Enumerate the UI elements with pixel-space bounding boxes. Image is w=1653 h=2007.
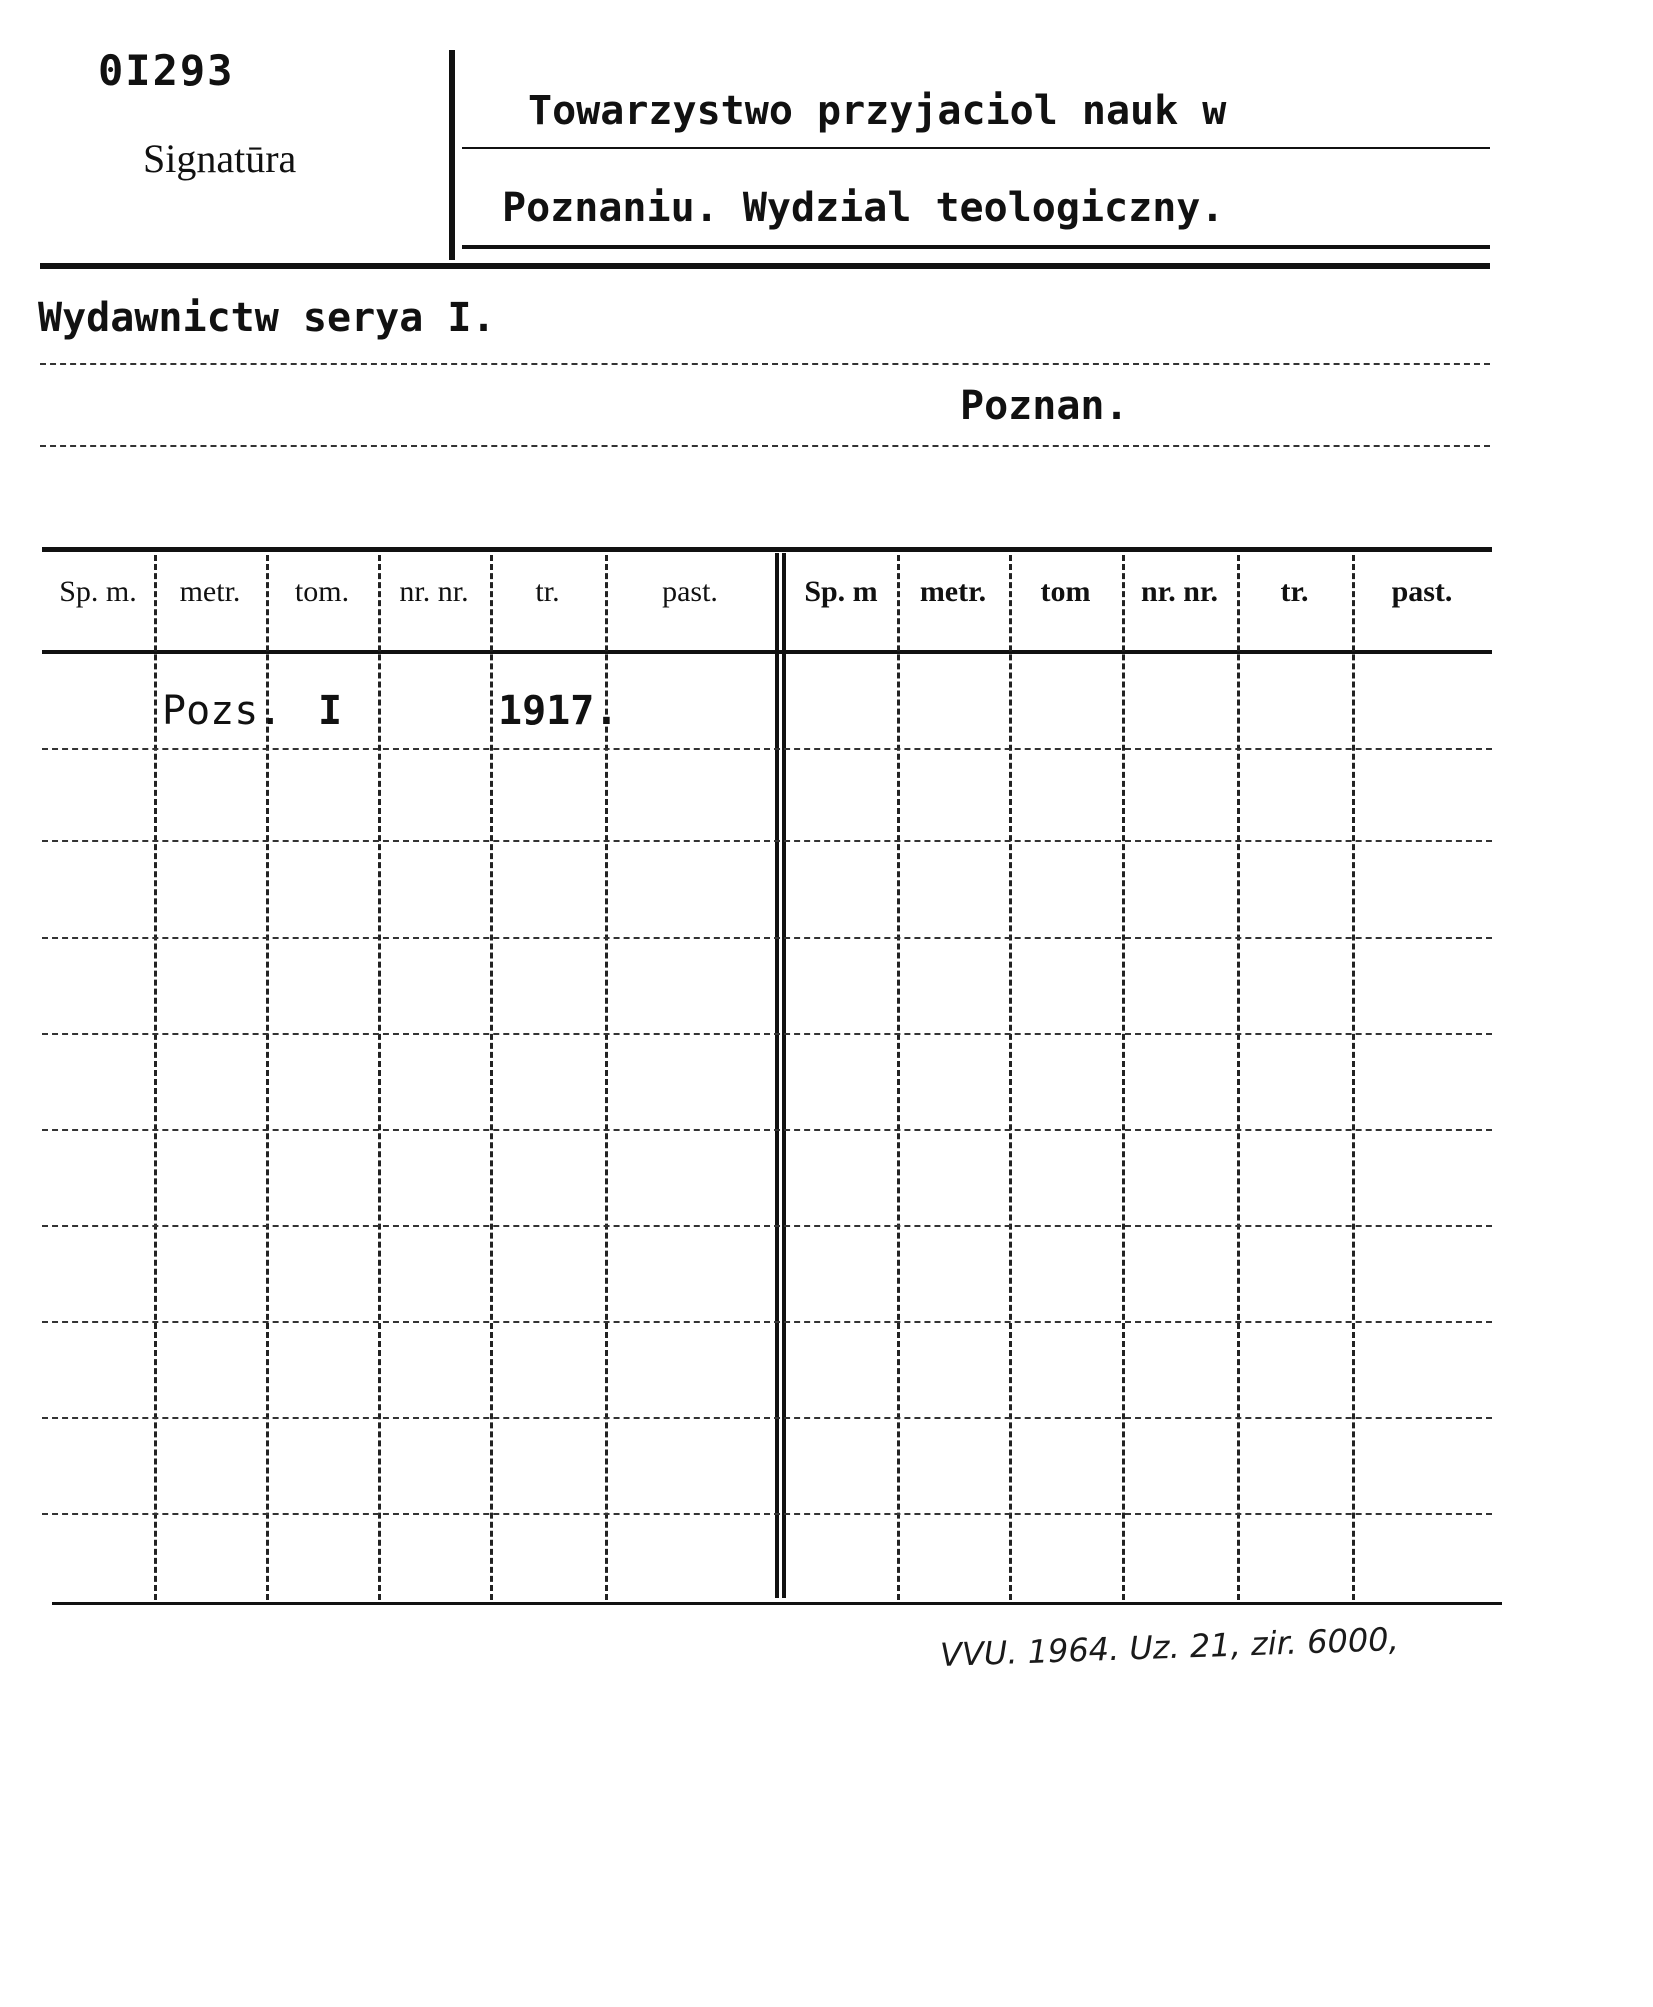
col-divider — [490, 555, 493, 1600]
col-header-tom-right: tom — [1040, 575, 1091, 608]
handwritten-note: VVU. 1964. Uz. 21, zir. 6000, — [939, 1620, 1400, 1674]
col-header-sp-m-left: Sp. m. — [59, 575, 137, 608]
cell-tr: 1917. — [498, 688, 619, 734]
row-line — [42, 1033, 1492, 1035]
title-underline-1 — [462, 147, 1490, 149]
table-bottom-rule — [52, 1602, 1502, 1605]
header-bottom-rule — [40, 263, 1490, 269]
row-line — [42, 1225, 1492, 1227]
col-divider — [1237, 555, 1240, 1600]
row-line — [42, 748, 1492, 750]
col-divider — [1122, 555, 1125, 1600]
signature-number: 0I293 — [98, 46, 235, 95]
col-header-sp-m-right: Sp. m — [804, 575, 878, 608]
row-line — [42, 1321, 1492, 1323]
header-divider — [449, 50, 455, 260]
row-line — [42, 1417, 1492, 1419]
title-line-1: Towarzystwo przyjaciol nauk w — [528, 88, 1227, 134]
col-header-nr-nr-left: nr. nr. — [399, 575, 469, 608]
title-underline-2 — [462, 245, 1490, 249]
series-line: Wydawnictw serya I. — [38, 295, 496, 341]
col-divider — [897, 555, 900, 1600]
place-underline — [40, 445, 1490, 447]
col-header-tom-left: tom. — [294, 575, 350, 608]
col-header-metr-left: metr. — [179, 575, 241, 608]
signature-label: Signatūra — [143, 136, 297, 181]
row-line — [42, 937, 1492, 939]
table-header-rule — [42, 650, 1492, 654]
col-header-metr-right: metr. — [919, 575, 987, 608]
col-header-past-right: past. — [1391, 575, 1453, 608]
row-line — [42, 840, 1492, 842]
col-header-past-left: past. — [662, 575, 718, 608]
place-line: Poznan. — [960, 383, 1129, 429]
row-line — [42, 1513, 1492, 1515]
col-header-nr-nr-right: nr. nr. — [1141, 575, 1218, 608]
group-divider — [782, 553, 786, 1598]
row-line — [42, 1129, 1492, 1131]
col-divider — [1352, 555, 1355, 1600]
cell-metr: Pozs. — [162, 688, 283, 734]
col-divider — [154, 555, 157, 1600]
title-line-2: Poznaniu. Wydzial teologiczny. — [502, 185, 1225, 231]
group-divider — [775, 553, 779, 1598]
col-divider — [378, 555, 381, 1600]
table-top-rule — [42, 547, 1492, 552]
col-header-tr-left: tr. — [535, 575, 560, 608]
col-header-tr-right: tr. — [1280, 575, 1309, 608]
series-underline — [40, 363, 1490, 365]
col-divider — [1009, 555, 1012, 1600]
cell-tom: I — [318, 688, 343, 734]
